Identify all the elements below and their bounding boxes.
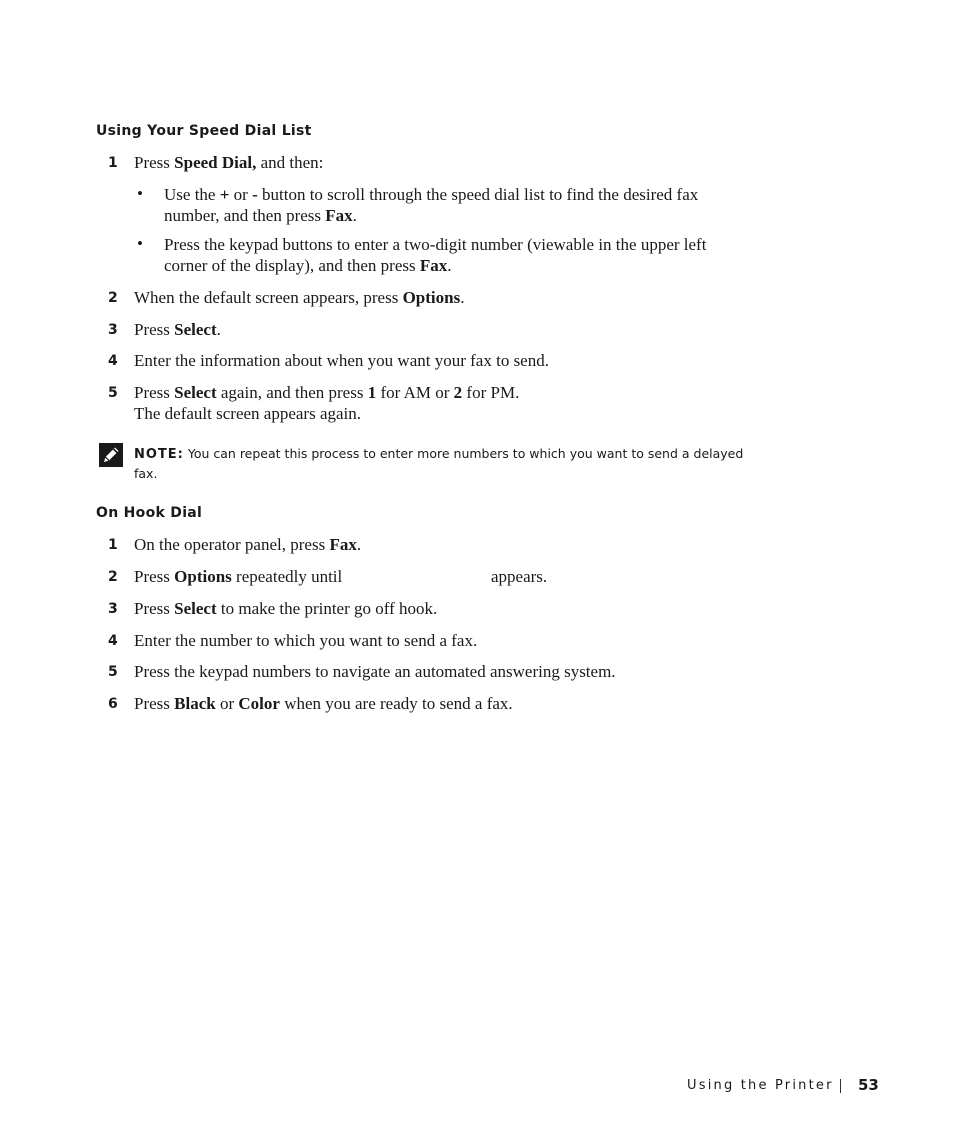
step-text: Press Black or Color when you are ready to send a fax. xyxy=(134,694,513,713)
note-text: You can repeat this process to enter more numbers to which you want to send a delayed xyxy=(187,446,744,461)
footer-section-label: Using the Printer xyxy=(687,1078,834,1093)
bullet-symbol: • xyxy=(137,234,143,253)
step-number: 3 xyxy=(108,601,118,617)
footer-divider xyxy=(840,1079,841,1093)
step-number: 6 xyxy=(108,696,118,712)
step-text: When the default screen appears, press Options. xyxy=(134,288,465,307)
step-text: Press Select again, and then press 1 for AM or 2 for PM. The default screen appears again. xyxy=(134,383,520,423)
step-text: Press the keypad numbers to navigate an automated answering system. xyxy=(134,662,616,681)
step-text: On the operator panel, press Fax. xyxy=(134,535,362,554)
section-heading-on-hook-dial: On Hook Dial xyxy=(96,505,203,521)
step-number: 2 xyxy=(108,569,118,585)
page-number: 53 xyxy=(858,1076,879,1094)
bullet-text: Press the keypad buttons to enter a two-digit number (viewable in the upper left corner of the display), and then press Fax. xyxy=(164,235,707,275)
step-text: Enter the information about when you want your fax to send. xyxy=(134,351,549,370)
note-label: NOTE: xyxy=(134,447,184,462)
note-text-continued: fax. xyxy=(134,466,158,481)
step-text: Press Speed Dial, and then: xyxy=(134,153,324,172)
step-text: Press Options repeatedly until xyxy=(134,567,343,586)
pencil-note-icon xyxy=(99,443,123,467)
step-number: 1 xyxy=(108,155,118,171)
step-text-end: appears. xyxy=(491,567,548,586)
bullet-symbol: • xyxy=(137,184,143,203)
note-block xyxy=(134,444,774,483)
step-number: 4 xyxy=(108,633,118,649)
bullet-text: Use the + or - button to scroll through the speed dial list to find the desired fax number, and then press Fax. xyxy=(164,185,699,225)
section-heading-speed-dial: Using Your Speed Dial List xyxy=(96,123,312,139)
step-number: 5 xyxy=(108,385,118,401)
step-text: Press Select. xyxy=(134,320,221,339)
step-text: Press Select to make the printer go off hook. xyxy=(134,599,438,618)
step-number: 2 xyxy=(108,290,118,306)
step-number: 1 xyxy=(108,537,118,553)
step-number: 3 xyxy=(108,322,118,338)
step-number: 4 xyxy=(108,353,118,369)
step-number: 5 xyxy=(108,664,118,680)
step-text: Enter the number to which you want to send a fax. xyxy=(134,631,478,650)
